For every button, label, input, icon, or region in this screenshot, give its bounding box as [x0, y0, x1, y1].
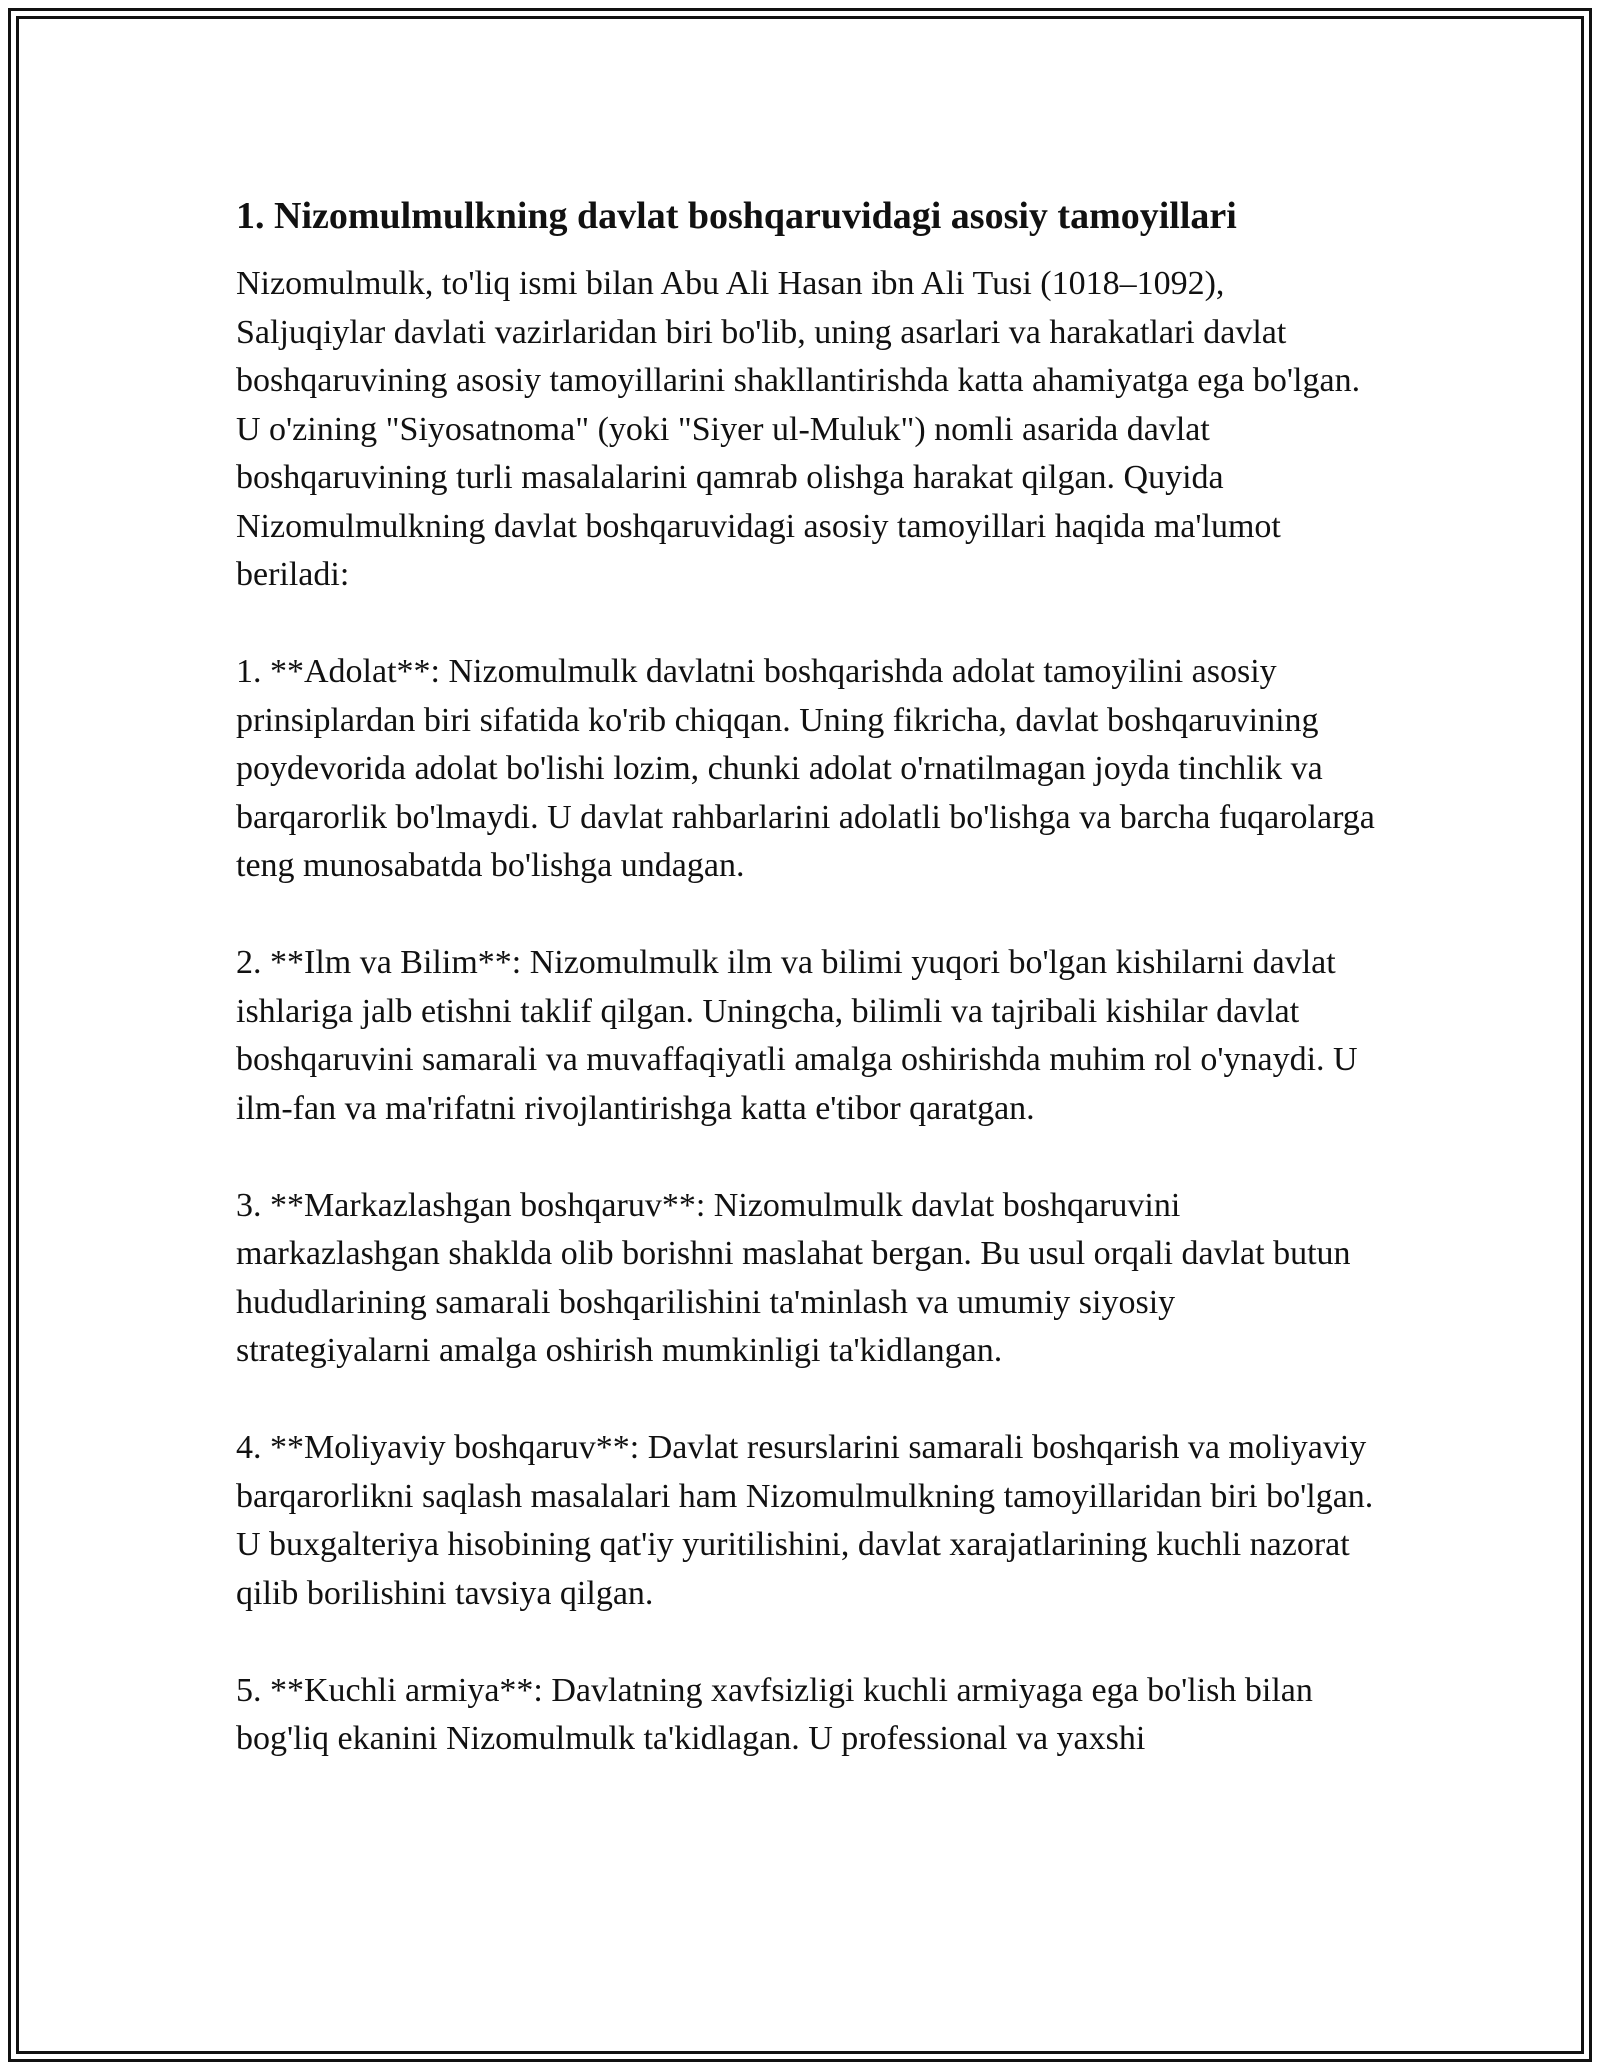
- principle-moliyaviy-paragraph: 4. **Moliyaviy boshqaruv**: Davlat resurslarini samarali boshqarish va moliyaviy barqarorlikni saqlash masalalari ham Nizomulmulkning tamoyillaridan biri bo'lgan. U buxgalteriya hisobining qat'iy yuritilishini, davlat xarajatlarining kuchli nazorat qilib borilishini tavsiya qilgan.: [236, 1429, 1374, 1612]
- document-title: 1. Nizomulmulkning davlat boshqaruvidagi asosiy tamoyillari: [236, 195, 1237, 237]
- intro-paragraph: Nizomulmulk, to'liq ismi bilan Abu Ali Hasan ibn Ali Tusi (1018–1092), Saljuqiylar davlati vazirlaridan biri bo'lib, uning asarlari va harakatlari davlat boshqaruvining asosiy tamoyillarini shakllantirishda katta ahamiyatga ega bo'lgan. U o'zining "Siyosatnoma" (yoki "Siyer ul-Muluk") nomli asarida davlat boshqaruvining turli masalalarini qamrab olishga harakat qilgan. Quyida Nizomulmulkning davlat boshqaruvidagi asosiy tamoyillari haqida ma'lumot beriladi:: [236, 265, 1361, 593]
- principle-armiya-paragraph: 5. **Kuchli armiya**: Davlatning xavfsizligi kuchli armiyaga ega bo'lish bilan bog'liq ekanini Nizomulmulk ta'kidlagan. U professional va yaxshi: [236, 1671, 1313, 1757]
- principle-adolat-paragraph: 1. **Adolat**: Nizomulmulk davlatni boshqarishda adolat tamoyilini asosiy prinsiplardan biri sifatida ko'rib chiqqan. Uning fikricha, davlat boshqaruvining poydevorida adolat bo'lishi lozim, chunki adolat o'rnatilmagan joyda tinchlik va barqarorlik bo'lmaydi. U davlat rahbarlarini adolatli bo'lishga va barcha fuqarolarga teng munosabatda bo'lishga undagan.: [236, 653, 1375, 884]
- document-body: [236, 190, 1376, 1764]
- principle-ilm-paragraph: 2. **Ilm va Bilim**: Nizomulmulk ilm va bilimi yuqori bo'lgan kishilarni davlat ishlariga jalb etishni taklif qilgan. Uningcha, bilimli va tajribali kishilar davlat boshqaruvini samarali va muvaffaqiyatli amalga oshirishda muhim rol o'ynaydi. U ilm-fan va ma'rifatni rivojlantirishga katta e'tibor qaratgan.: [236, 944, 1358, 1127]
- principle-markazlashgan-paragraph: 3. **Markazlashgan boshqaruv**: Nizomulmulk davlat boshqaruvini markazlashgan shakldа olib borishni maslahat bergan. Bu usul orqali davlat butun hududlarining samarali boshqarilishini ta'minlash va umumiy siyosiy strategiyalarni amalga oshirish mumkinligi ta'kidlangan.: [236, 1186, 1351, 1369]
